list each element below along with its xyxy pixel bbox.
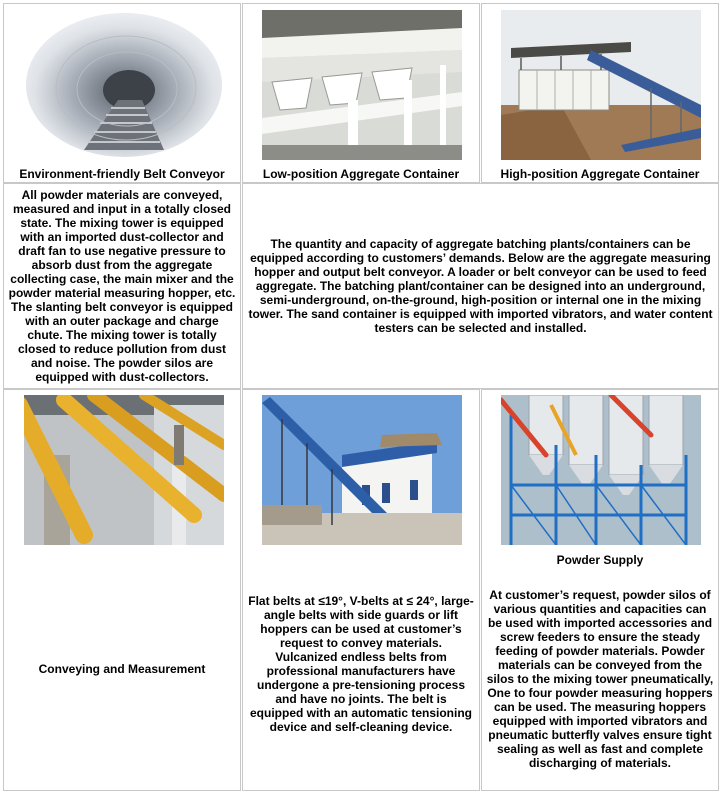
aggregate-description: The quantity and capacity of aggregate batching plants/containers can be equipped according to customers’ demands. Below are the aggregate measuring hopper and output belt conveyor. A loader or belt conveyor can be used to feed aggregate. The batching plant/container can be designed into an underground, semi-underground, on-the-ground, high-position or internal one in the mixing tower. The sand container is equipped with imported vibrators, and water content testers can be selected and installed. xyxy=(248,237,713,335)
powder-silos-photo xyxy=(501,395,701,545)
low-position-caption: Low-position Aggregate Container xyxy=(262,167,460,181)
belts-description: Flat belts at ≤19°, V-belts at ≤ 24°, large-angle belts with side guards or lift hoppers can be used at customer’s request to convey materials. Vulcanized endless belts from professional manufacturers have undergone a pre-tensioning process and have no joints. The belt is equipped with an automatic tensioning device and self-cleaning device. xyxy=(248,594,474,734)
high-position-caption: High-position Aggregate Container xyxy=(500,167,700,181)
environment-description: All powder materials are conveyed, measured and input in a totally closed state. The mixing tower is equipped with an imported dust-collector and draft fan to use negative pressure to absorb dust from the aggregate collecting case, the main mixer and the powder material measuring hopper, etc. The slanting belt conveyor is equipped with an outer package and charge chute. The mixing tower is totally closed to reduce pollution from dust and noise. The powder silos are equipped with dust-collectors. xyxy=(8,188,236,384)
belt-conveyor-caption: Environment-friendly Belt Conveyor xyxy=(19,167,225,181)
belt-conveyor-photo xyxy=(24,10,224,160)
powder-supply-description: At customer’s request, powder silos of various quantities and capacities can be used with imported accessories and screw feeders to ensure the steady feeding of powder materials. Powder materials can be conveyed from the silos to the mixing tower pneumatically, One to four powder measuring hoppers can be used. The measuring hoppers equipped with imported vibrators and pneumatic butterfly valves ensure tight sealing as well as fast and complete discharging of materials. xyxy=(486,588,714,770)
low-position-container-photo xyxy=(262,10,462,160)
screw-conveyor-photo xyxy=(24,395,224,545)
powder-supply-caption: Powder Supply xyxy=(556,553,644,567)
high-position-container-photo xyxy=(501,10,701,160)
conveying-caption: Conveying and Measurement xyxy=(38,662,206,676)
belt-conveyor-building-photo xyxy=(262,395,462,545)
